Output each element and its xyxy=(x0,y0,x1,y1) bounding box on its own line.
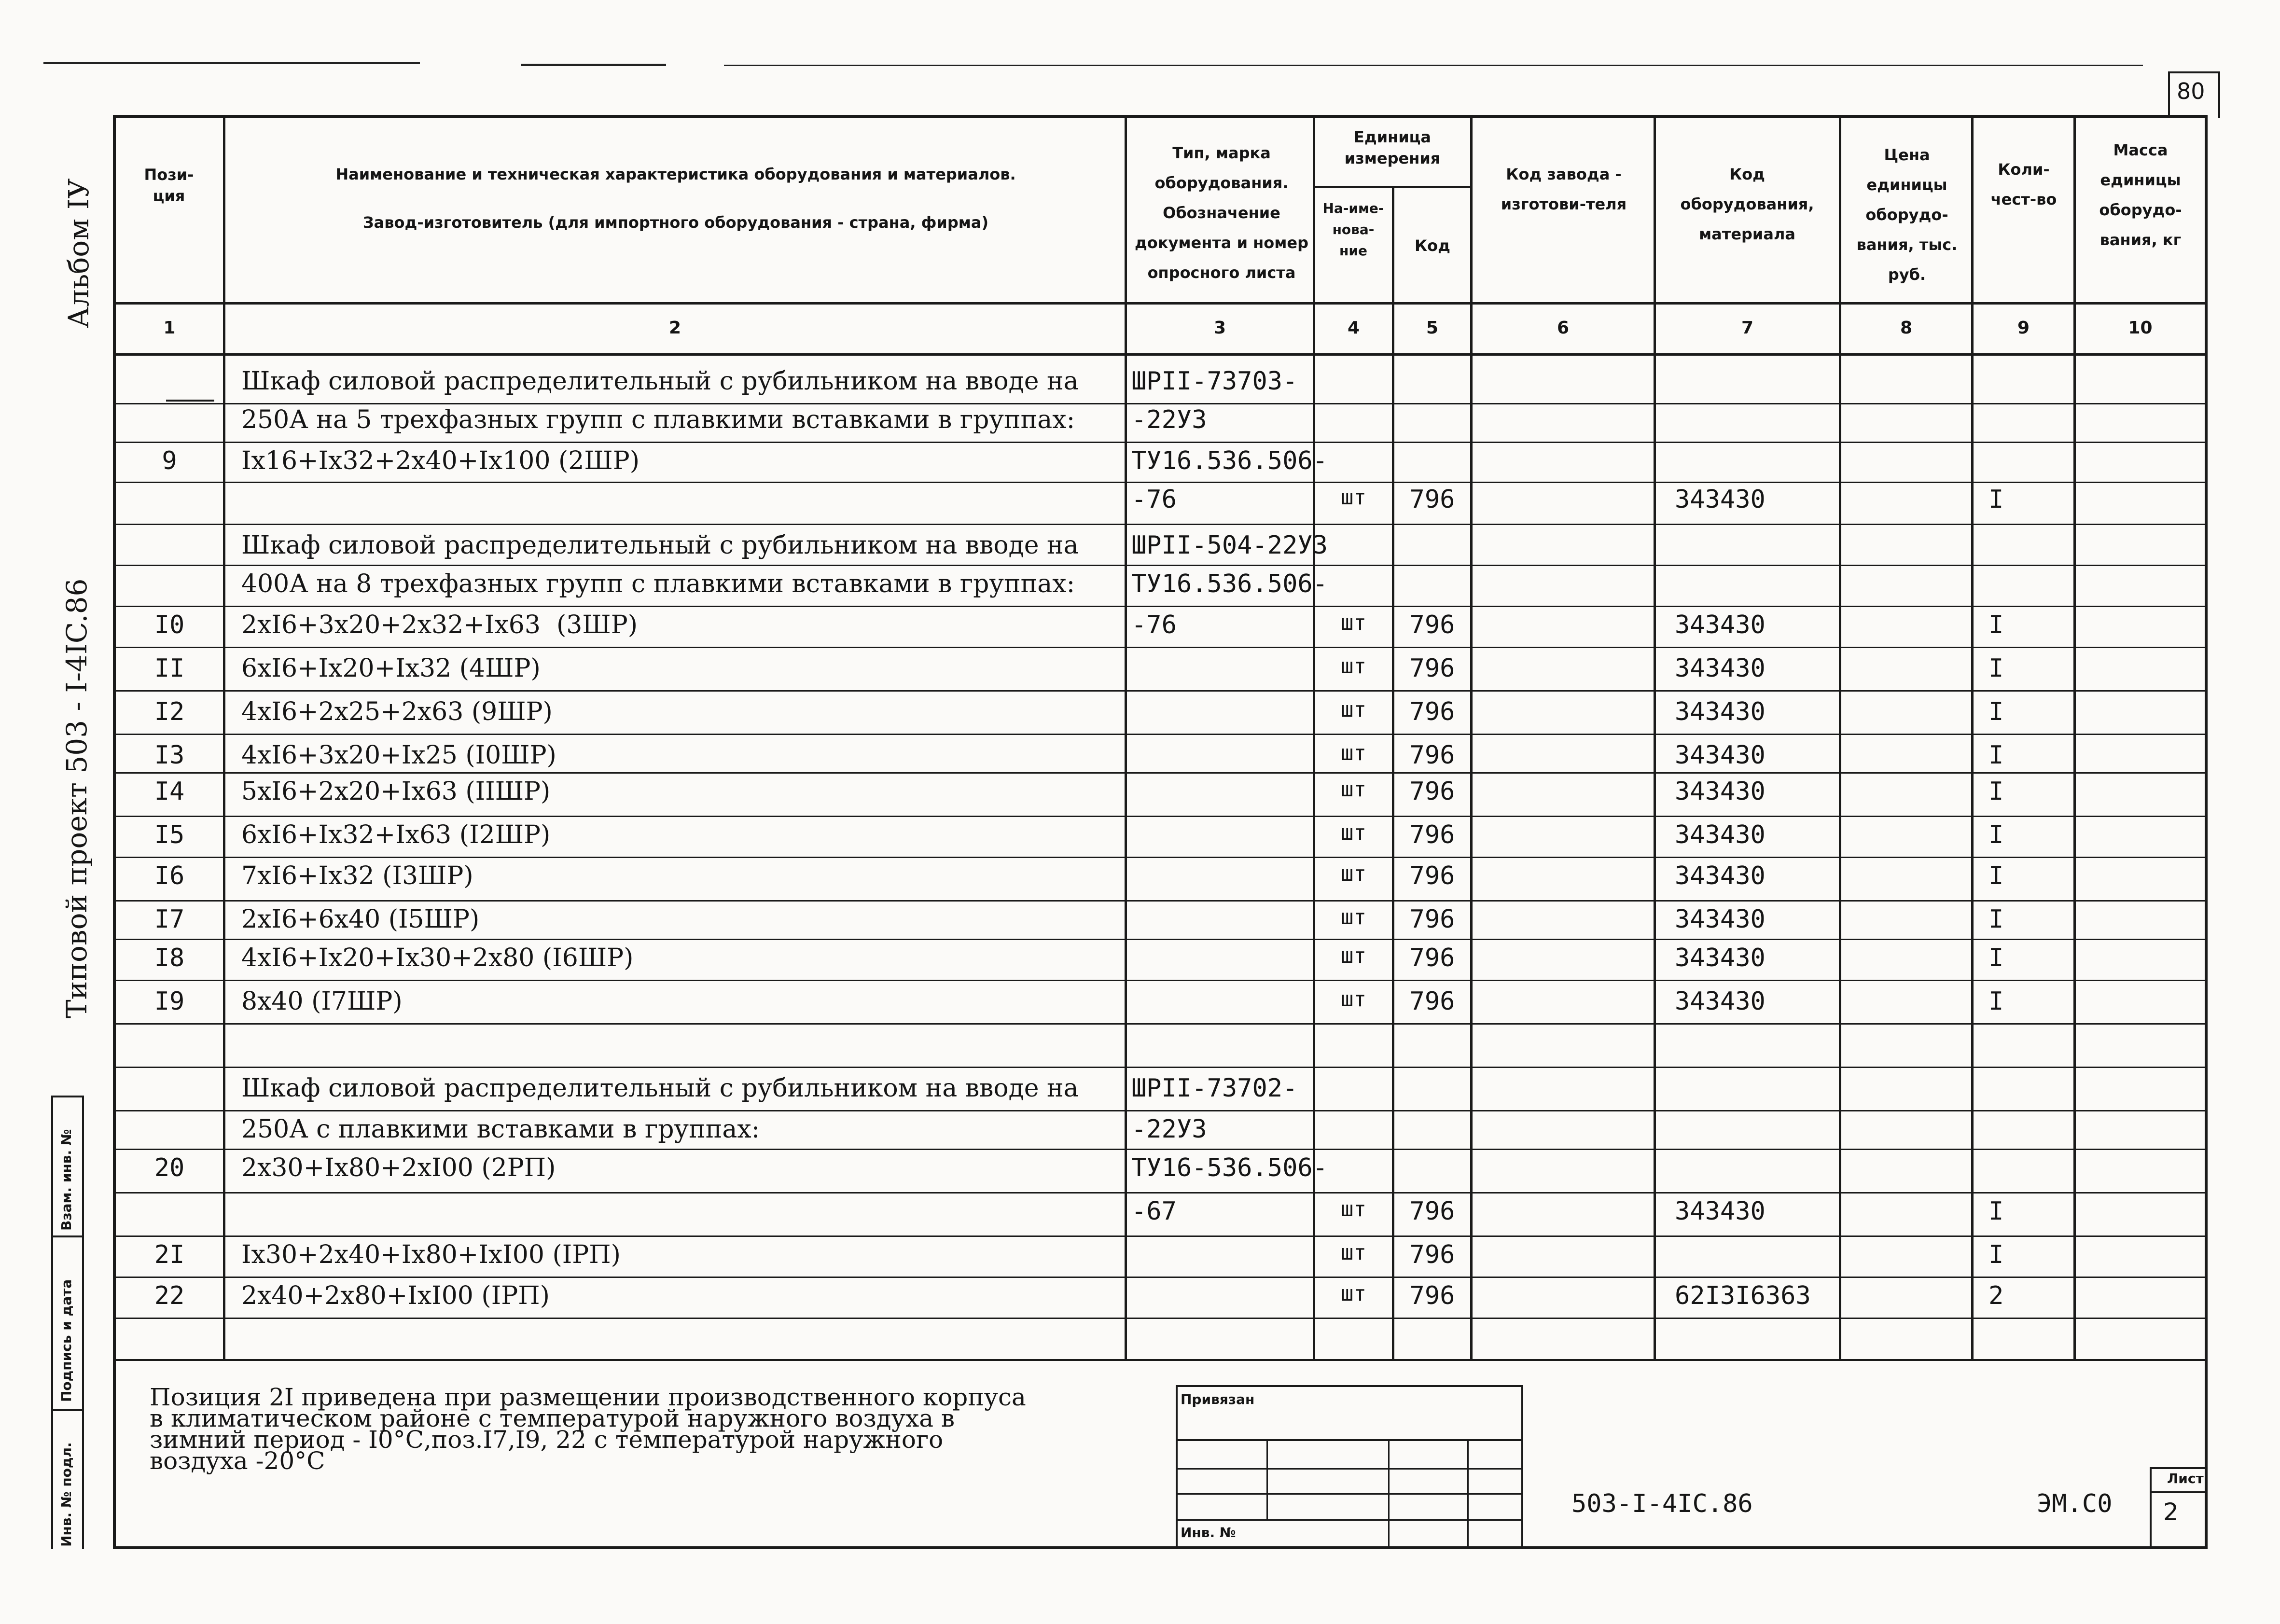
row-divider xyxy=(113,524,2208,525)
row-unit-code: 796 xyxy=(1409,697,1455,726)
row-divider xyxy=(113,690,2208,692)
row-position: 2I xyxy=(154,1240,185,1269)
frame-top xyxy=(113,115,2208,118)
row-type: -76 xyxy=(1131,611,1177,639)
row-material-code: 343430 xyxy=(1675,697,1766,726)
frame-bottom xyxy=(113,1546,2208,1549)
sheet-label-border xyxy=(2150,1491,2208,1493)
row-unit-code: 796 xyxy=(1409,654,1455,683)
row-quantity: I xyxy=(1988,611,2004,639)
column-number: 6 xyxy=(1557,318,1570,338)
row-quantity: I xyxy=(1988,1197,2004,1226)
column-number: 3 xyxy=(1213,318,1226,338)
row-unit: шт xyxy=(1341,1240,1366,1265)
header-bottom-line xyxy=(113,302,2208,305)
column-number: 10 xyxy=(2128,318,2153,338)
stamp-border xyxy=(1176,1385,1523,1387)
row-name: Шкаф силовой распределительный с рубильником на вводе на xyxy=(241,1074,1079,1103)
stamp-label-inventory: Инв. № подл. xyxy=(58,1442,74,1547)
row-divider xyxy=(113,734,2208,735)
row-unit-code: 796 xyxy=(1409,1240,1455,1269)
row-material-code: 343430 xyxy=(1675,1197,1766,1226)
row-divider xyxy=(113,980,2208,981)
frame-right xyxy=(2205,118,2208,1549)
row-name: 5хI6+2х20+Iх63 (IIШР) xyxy=(241,777,551,806)
row-type: -67 xyxy=(1131,1197,1177,1226)
row-name: 4хI6+3х20+Iх25 (I0ШР) xyxy=(241,741,556,770)
row-quantity: I xyxy=(1988,485,2004,514)
row-material-code: 62I3I6363 xyxy=(1675,1281,1811,1310)
stamp-border xyxy=(1176,1468,1523,1470)
row-unit: шт xyxy=(1341,1281,1366,1306)
row-material-code: 343430 xyxy=(1675,611,1766,639)
row-type: -76 xyxy=(1131,485,1177,514)
row-position: I4 xyxy=(154,777,185,806)
note-line: в климатическом районе с температурой наружного воздуха в xyxy=(150,1404,955,1432)
row-name: 6хI6+Iх20+Iх32 (4ШР) xyxy=(241,654,541,683)
row-divider xyxy=(113,772,2208,774)
row-type: ШРII-73702- xyxy=(1131,1074,1298,1103)
table-bottom-line xyxy=(113,1359,2208,1361)
sheet-label: Лист xyxy=(2167,1471,2204,1486)
row-unit-code: 796 xyxy=(1409,944,1455,972)
row-position: 22 xyxy=(154,1281,185,1310)
header-mass: Масса единицы оборудо-вания, кг xyxy=(2099,141,2182,249)
row-name: Iх30+2х40+Iх80+IхI00 (IРП) xyxy=(241,1240,621,1269)
row-quantity: I xyxy=(1988,905,2004,934)
header-quantity: Коли-чест-во xyxy=(1990,160,2057,208)
row-quantity: I xyxy=(1988,987,2004,1016)
row-name: 7хI6+Iх32 (I3ШР) xyxy=(241,861,473,890)
column-number: 1 xyxy=(163,318,176,338)
stamp-border xyxy=(1176,1385,1178,1549)
row-divider xyxy=(113,1192,2208,1194)
row-name: 8х40 (I7ШР) xyxy=(241,987,403,1016)
row-unit: шт xyxy=(1341,654,1366,679)
row-unit: шт xyxy=(1341,611,1366,635)
row-divider xyxy=(113,403,2208,404)
column-number: 8 xyxy=(1900,318,1913,338)
row-divider xyxy=(113,900,2208,902)
row-position: I7 xyxy=(154,905,185,934)
header-position: Пози-ция xyxy=(144,166,194,205)
col-divider xyxy=(1971,115,1974,1361)
row-type: -22У3 xyxy=(1131,405,1207,434)
column-number: 2 xyxy=(668,318,681,338)
row-unit-code: 796 xyxy=(1409,611,1455,639)
stamp-strip-border xyxy=(51,1235,84,1237)
stamp-label-replacement: Взам. инв. № xyxy=(58,1129,74,1231)
header-name-line2: Завод-изготовитель (для импортного оборудования - страна, фирма) xyxy=(362,213,989,232)
col-divider xyxy=(1125,115,1127,1361)
row-quantity: I xyxy=(1988,820,2004,849)
stamp-privyazan: Привязан xyxy=(1181,1391,1255,1407)
row-unit: шт xyxy=(1341,861,1366,886)
row-type: ТУ16-536.506- xyxy=(1131,1153,1328,1182)
row-name: 4хI6+2х25+2х63 (9ШР) xyxy=(241,697,553,726)
row-position: 9 xyxy=(162,446,177,475)
row-quantity: I xyxy=(1988,654,2004,683)
row-unit: шт xyxy=(1341,944,1366,968)
row-unit: шт xyxy=(1341,485,1366,510)
row-name: 6хI6+Iх32+Iх63 (I2ШР) xyxy=(241,820,551,849)
row-quantity: I xyxy=(1988,697,2004,726)
header-type: Тип, марка оборудования. Обозначение документа и номер опросного листа xyxy=(1134,144,1309,282)
row-unit: шт xyxy=(1341,741,1366,765)
project-label: Типовой проект 503 - I-4IC.86 xyxy=(60,578,93,1018)
row-name: Шкаф силовой распределительный с рубильником на вводе на xyxy=(241,531,1079,560)
row-position: I5 xyxy=(154,820,185,849)
row-position: II xyxy=(154,654,185,683)
row-unit-code: 796 xyxy=(1409,1281,1455,1310)
row-name: 250А с плавкими вставками в группах: xyxy=(241,1115,760,1144)
row-position: I3 xyxy=(154,741,185,770)
sheet-label-border xyxy=(2150,1467,2208,1469)
album-label: Альбом IУ xyxy=(62,178,95,328)
stamp-border xyxy=(1521,1385,1523,1549)
row-position: 20 xyxy=(154,1153,185,1182)
row-divider xyxy=(113,482,2208,483)
row-name: 4хI6+Iх20+Iх30+2х80 (I6ШР) xyxy=(241,944,634,972)
header-name-line1: Наименование и техническая характеристика оборудования и материалов. xyxy=(335,165,1016,183)
row-type: ТУ16.536.506- xyxy=(1131,446,1328,475)
row-unit-code: 796 xyxy=(1409,905,1455,934)
stamp-strip-border xyxy=(51,1096,84,1097)
row-divider xyxy=(113,647,2208,648)
row-unit: шт xyxy=(1341,777,1366,802)
row-position: I6 xyxy=(154,861,185,890)
row-unit: шт xyxy=(1341,905,1366,930)
stamp-border xyxy=(1266,1439,1268,1519)
row-type: ТУ16.536.506- xyxy=(1131,569,1328,598)
header-price: Цена единицы оборудо-вания, тыс. руб. xyxy=(1856,146,1958,284)
col-divider xyxy=(1654,115,1656,1361)
stamp-strip-border xyxy=(51,1409,84,1411)
note-line: Позиция 2I приведена при размещении производственного корпуса xyxy=(150,1383,1026,1411)
row-material-code: 343430 xyxy=(1675,777,1766,806)
document-code: 503-I-4IC.86 xyxy=(1571,1489,1753,1518)
header-unit-name: На-име-нова-ние xyxy=(1322,200,1384,259)
stamp-strip-border xyxy=(51,1096,53,1549)
stamp-border xyxy=(1176,1519,1523,1521)
row-divider xyxy=(113,442,2208,443)
row-divider xyxy=(113,1149,2208,1150)
row-material-code: 343430 xyxy=(1675,654,1766,683)
top-dash-line xyxy=(43,62,420,64)
row-position: I2 xyxy=(154,697,185,726)
row-quantity: 2 xyxy=(1988,1281,2004,1310)
row-quantity: I xyxy=(1988,944,2004,972)
stamp-inv-no: Инв. № xyxy=(1181,1525,1236,1541)
col-divider xyxy=(1470,115,1473,1361)
row-name: Шкаф силовой распределительный с рубильником на вводе на xyxy=(241,367,1079,396)
row-unit-code: 796 xyxy=(1409,861,1455,890)
row-divider xyxy=(113,816,2208,817)
row-position: I9 xyxy=(154,987,185,1016)
note-line: воздуха -20°С xyxy=(150,1447,325,1475)
row-material-code: 343430 xyxy=(1675,944,1766,972)
row-divider xyxy=(113,606,2208,607)
row-divider xyxy=(113,939,2208,940)
sheet-label-border xyxy=(2150,1467,2152,1549)
column-number: 4 xyxy=(1347,318,1360,338)
top-dash-line xyxy=(724,65,2143,66)
row-name: 2х40+2х80+IхI00 (IРП) xyxy=(241,1281,550,1310)
header-material-code: Код оборудования, материала xyxy=(1680,165,1814,243)
row-divider xyxy=(113,1235,2208,1237)
row-divider xyxy=(113,1023,2208,1025)
column-number: 5 xyxy=(1426,318,1439,338)
stamp-border xyxy=(1176,1439,1523,1441)
row-divider xyxy=(113,1110,2208,1111)
row-material-code: 343430 xyxy=(1675,861,1766,890)
row-name: 250А на 5 трехфазных групп с плавкими вставками в группах: xyxy=(241,405,1075,434)
header-unit-group: Единица измерения xyxy=(1344,128,1441,167)
row-material-code: 343430 xyxy=(1675,485,1766,514)
row-name: 2х30+Iх80+2хI00 (2РП) xyxy=(241,1153,556,1182)
sheet-number: 2 xyxy=(2163,1498,2179,1526)
row-position: I8 xyxy=(154,944,185,972)
row-unit-code: 796 xyxy=(1409,987,1455,1016)
row-name: 2хI6+6х40 (I5ШР) xyxy=(241,905,480,934)
row-quantity: I xyxy=(1988,741,2004,770)
colnum-bottom-line xyxy=(113,353,2208,356)
document-mark: ЭМ.С0 xyxy=(2037,1489,2113,1518)
row-material-code: 343430 xyxy=(1675,741,1766,770)
column-number: 9 xyxy=(2017,318,2030,338)
row-name: 400А на 8 трехфазных групп с плавкими вставками в группах: xyxy=(241,569,1075,598)
row-type: ШРII-73703- xyxy=(1131,367,1298,396)
row-material-code: 343430 xyxy=(1675,905,1766,934)
stamp-label-signature: Подпись и дата xyxy=(58,1279,74,1402)
sheet-box-border xyxy=(2168,71,2220,73)
row-name: Iх16+Iх32+2х40+Iх100 (2ШР) xyxy=(241,446,640,475)
stamp-strip-border xyxy=(82,1096,84,1549)
row-quantity: I xyxy=(1988,861,2004,890)
row-name: 2хI6+3х20+2х32+Iх63 (3ШР) xyxy=(241,611,638,639)
row-unit: шт xyxy=(1341,820,1366,845)
sheet-box-border xyxy=(2168,71,2170,118)
header-factory-code: Код завода - изготови-теля xyxy=(1501,165,1627,213)
sheet-number-top: 80 xyxy=(2177,78,2205,104)
stamp-border xyxy=(1176,1493,1523,1495)
row-unit-code: 796 xyxy=(1409,485,1455,514)
row-divider xyxy=(113,1318,2208,1319)
column-number: 7 xyxy=(1741,318,1754,338)
row-unit-code: 796 xyxy=(1409,820,1455,849)
sheet-box-border xyxy=(2218,71,2220,118)
row-material-code: 343430 xyxy=(1675,820,1766,849)
row-quantity: I xyxy=(1988,777,2004,806)
row-position: I0 xyxy=(154,611,185,639)
row-unit-code: 796 xyxy=(1409,777,1455,806)
row-divider xyxy=(113,1067,2208,1068)
row-unit-code: 796 xyxy=(1409,741,1455,770)
row-unit-code: 796 xyxy=(1409,1197,1455,1226)
row-type: ШРII-504-22У3 xyxy=(1131,531,1328,560)
header-unit-code: Код xyxy=(1415,236,1450,255)
col-divider xyxy=(223,115,225,1361)
row-unit: шт xyxy=(1341,1197,1366,1221)
col-divider xyxy=(1839,115,1841,1361)
row-unit: шт xyxy=(1341,697,1366,722)
row-quantity: I xyxy=(1988,1240,2004,1269)
col-divider xyxy=(2073,115,2076,1361)
row-unit: шт xyxy=(1341,987,1366,1012)
row-material-code: 343430 xyxy=(1675,987,1766,1016)
note-line: зимний период - I0°С,поз.I7,I9, 22 с температурой наружного xyxy=(150,1426,944,1454)
row-divider xyxy=(113,857,2208,858)
stamp-border xyxy=(1388,1439,1390,1549)
position-dash xyxy=(166,400,214,402)
stamp-border xyxy=(1467,1439,1469,1549)
row-divider xyxy=(113,565,2208,566)
top-dash-line xyxy=(521,64,666,66)
row-type: -22У3 xyxy=(1131,1115,1207,1144)
row-divider xyxy=(113,1277,2208,1278)
